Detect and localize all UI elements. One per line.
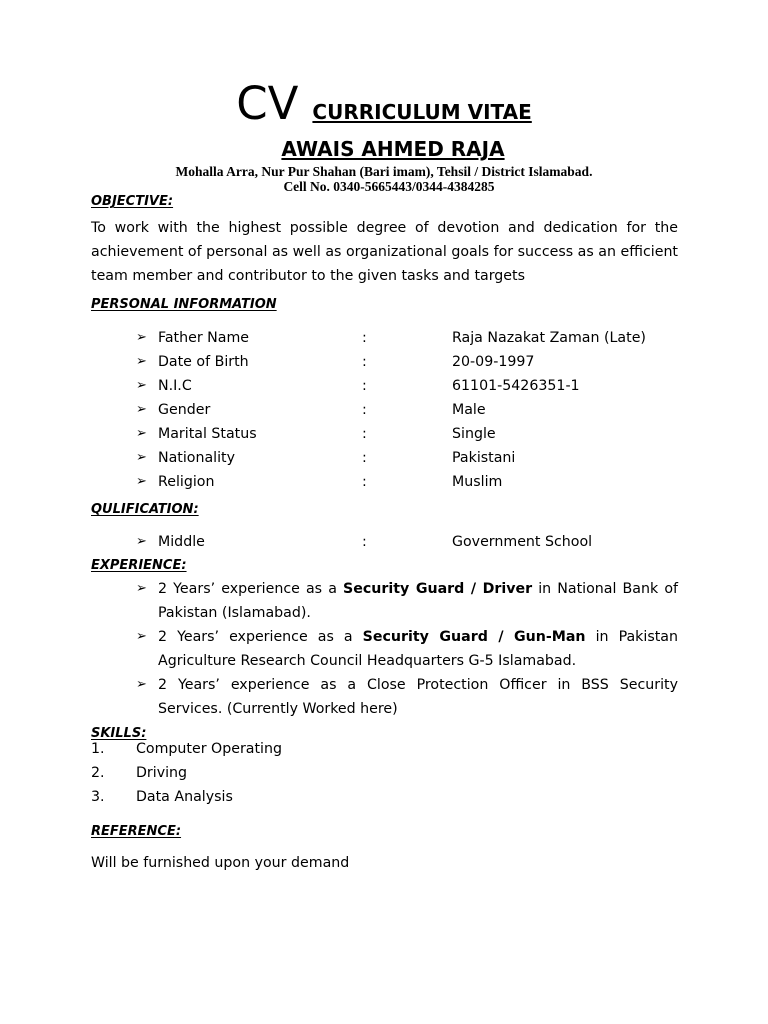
personal-info-list (136, 326, 696, 494)
experience-text: 2 Years’ experience as a (158, 629, 363, 645)
arrow-bullet-icon: ➢ (136, 677, 147, 692)
qualification-value: Government School (452, 534, 593, 550)
skill-text: Computer Operating (136, 741, 282, 757)
info-colon: : (362, 450, 367, 466)
info-colon: : (362, 426, 367, 442)
experience-line (158, 625, 678, 649)
experience-text: 2 Years’ experience as a (158, 581, 344, 597)
arrow-bullet-icon: ➢ (136, 402, 147, 417)
info-value: 61101-5426351-1 (452, 378, 580, 394)
objective-heading: OBJECTIVE: (91, 194, 174, 209)
qualification-heading: QULIFICATION: (91, 502, 199, 517)
info-value: Male (452, 402, 486, 418)
info-value: 20-09-1997 (452, 354, 535, 370)
info-value: Raja Nazakat Zaman (Late) (452, 330, 646, 346)
experience-item (136, 673, 678, 721)
arrow-bullet-icon: ➢ (136, 534, 147, 549)
info-label: Father Name (158, 330, 250, 346)
experience-text: in National Bank of (532, 581, 678, 597)
skill-number: 1. (91, 741, 105, 757)
info-row-father-name (136, 326, 696, 350)
experience-line: Pakistan (Islamabad). (158, 605, 311, 621)
reference-text: Will be furnished upon your demand (91, 855, 350, 871)
info-row-religion (136, 470, 696, 494)
info-row-nic (136, 374, 696, 398)
arrow-bullet-icon: ➢ (136, 426, 147, 441)
experience-line: Agriculture Research Council Headquarters G-5 Islamabad. (158, 653, 577, 669)
objective-line: achievement of personal as well as organizational goals for success as an efficient (91, 244, 678, 260)
cv-title: CV (236, 77, 299, 130)
info-row-gender (136, 398, 696, 422)
qualification-list (136, 530, 696, 554)
list-item (91, 785, 391, 809)
objective-line: To work with the highest possible degree of devotion and dedication for the (91, 220, 678, 236)
qualification-colon: : (362, 534, 367, 550)
skill-text: Data Analysis (136, 789, 233, 805)
arrow-bullet-icon: ➢ (136, 354, 147, 369)
info-row-date-of-birth (136, 350, 696, 374)
curriculum-vitae-title: CURRICULUM VITAE (312, 100, 532, 124)
arrow-bullet-icon: ➢ (136, 629, 147, 644)
info-label: Nationality (158, 450, 236, 466)
qualification-row (136, 530, 696, 554)
list-item (91, 737, 391, 761)
info-label: N.I.C (158, 378, 192, 394)
qualification-label: Middle (158, 534, 205, 550)
address-line: Mohalla Arra, Nur Pur Shahan (Bari imam), Tehsil / District Islamabad. (175, 164, 593, 179)
info-row-nationality (136, 446, 696, 470)
info-colon: : (362, 354, 367, 370)
skill-text: Driving (136, 765, 188, 781)
reference-heading: REFERENCE: (91, 824, 182, 839)
skills-list (91, 737, 391, 809)
info-colon: : (362, 474, 367, 490)
cell-number-line: Cell No. 0340-5665443/0344-4384285 (283, 179, 495, 194)
experience-line: Services. (Currently Worked here) (158, 701, 398, 717)
experience-heading: EXPERIENCE: (91, 558, 187, 573)
experience-role: Security Guard / Driver (343, 581, 533, 597)
personal-information-heading: PERSONAL INFORMATION (91, 297, 277, 312)
info-colon: : (362, 378, 367, 394)
skill-number: 3. (91, 789, 105, 805)
objective-text (91, 216, 678, 288)
info-value: Pakistani (452, 450, 516, 466)
info-label: Date of Birth (158, 354, 249, 370)
arrow-bullet-icon: ➢ (136, 474, 147, 489)
info-label: Marital Status (158, 426, 257, 442)
arrow-bullet-icon: ➢ (136, 581, 147, 596)
objective-line: team member and contributor to the given tasks and targets (91, 268, 525, 284)
arrow-bullet-icon: ➢ (136, 330, 147, 345)
title-row (0, 77, 768, 130)
candidate-name: AWAIS AHMED RAJA (281, 137, 505, 161)
experience-line (158, 577, 678, 601)
experience-line: 2 Years’ experience as a Close Protection Officer in BSS Security (158, 677, 678, 693)
arrow-bullet-icon: ➢ (136, 450, 147, 465)
info-colon: : (362, 330, 367, 346)
info-label: Gender (158, 402, 211, 418)
skill-number: 2. (91, 765, 105, 781)
experience-item (136, 625, 678, 673)
skills-heading: SKILLS: (91, 726, 147, 741)
experience-item (136, 577, 678, 625)
experience-text: in Pakistan (585, 629, 678, 645)
experience-role: Security Guard / Gun-Man (362, 629, 586, 645)
info-label: Religion (158, 474, 215, 490)
info-row-marital-status (136, 422, 696, 446)
list-item (91, 761, 391, 785)
info-value: Single (452, 426, 496, 442)
info-colon: : (362, 402, 367, 418)
info-value: Muslim (452, 474, 503, 490)
arrow-bullet-icon: ➢ (136, 378, 147, 393)
